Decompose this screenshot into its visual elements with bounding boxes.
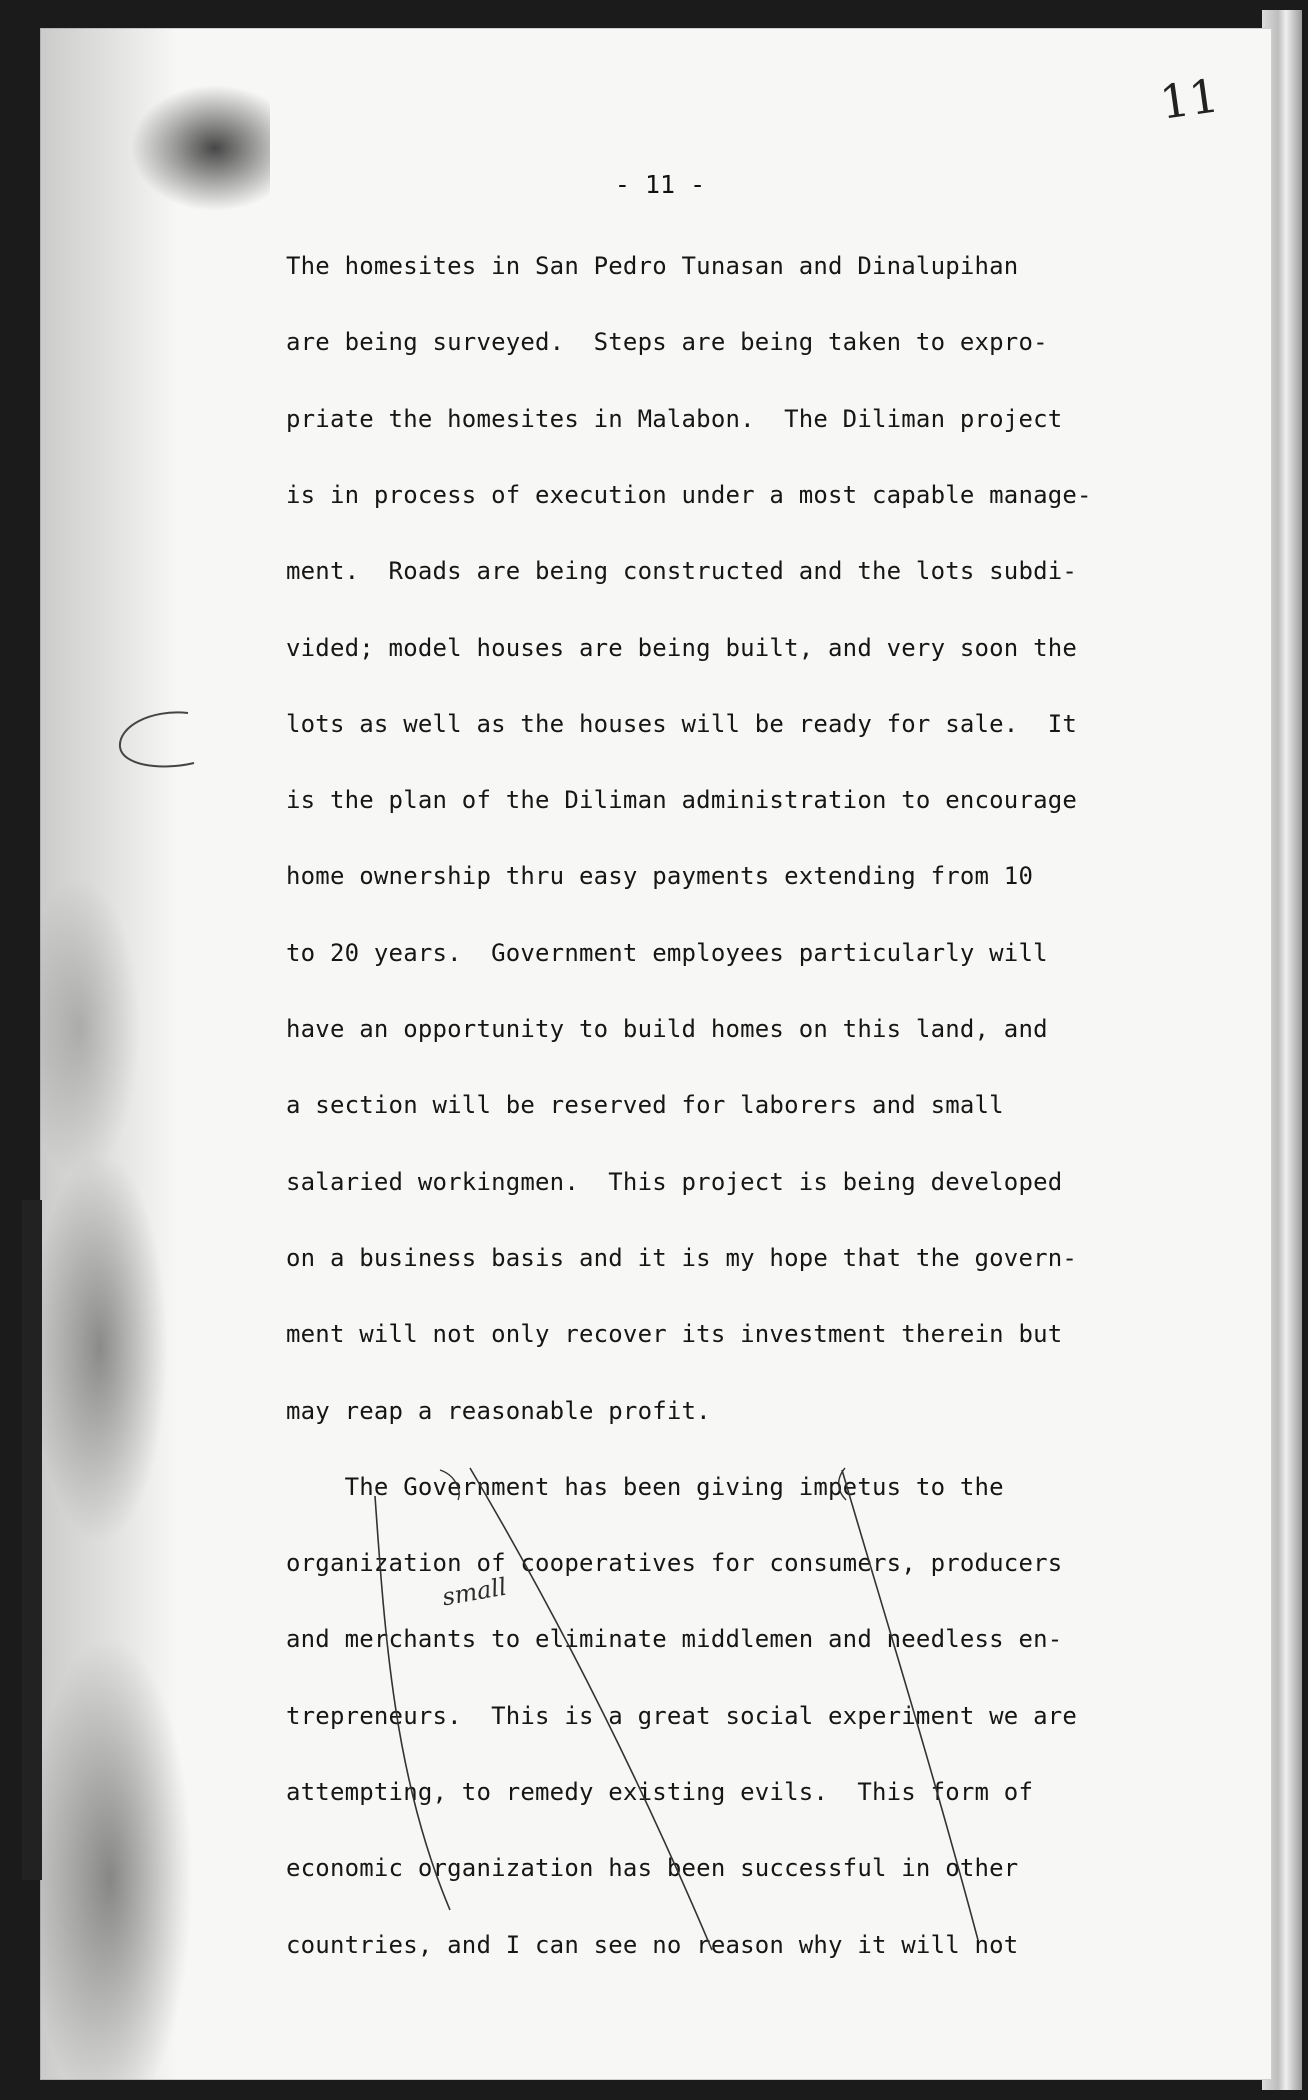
- text-line: vided; model houses are being built, and very soon the: [286, 633, 1078, 662]
- text-line: countries, and I can see no reason why it will not: [286, 1930, 1019, 1959]
- text-line: attempting, to remedy existing evils. This form of: [286, 1778, 1034, 1806]
- text-line: to 20 years. Government employees particularly will: [286, 938, 1048, 967]
- handwritten-insert: small: [440, 1572, 509, 1612]
- text-line: ment will not only recover its investment therein but: [286, 1320, 1063, 1349]
- text-line: is in process of execution under a most capable manage-: [286, 480, 1092, 509]
- text-line: and merchants to eliminate middlemen and needless en-: [286, 1625, 1063, 1654]
- text-line: trepreneurs. This is a great social experiment we are: [286, 1701, 1078, 1730]
- text-line: salaried workingmen. This project is being developed: [286, 1167, 1063, 1196]
- corner-page-mark: 11: [1156, 68, 1223, 130]
- text-line: on a business basis and it is my hope that the govern-: [286, 1243, 1078, 1272]
- text-line: ment. Roads are being constructed and the lots subdi-: [286, 557, 1078, 586]
- text-line: are being surveyed. Steps are being taken to expro-: [286, 328, 1048, 357]
- text-line: lots as well as the houses will be ready for sale. It: [286, 709, 1078, 738]
- text-line: a section will be reserved for laborers and small: [286, 1091, 1004, 1120]
- text-line: economic organization has been successful in other: [286, 1854, 1019, 1883]
- text-line: The Government has been giving impetus to the: [286, 1472, 1004, 1501]
- text-line: may reap a reasonable profit.: [286, 1396, 711, 1425]
- text-line: The homesites in San Pedro Tunasan and Dinalupihan: [286, 252, 1019, 280]
- text-line: is the plan of the Diliman administration to encourage: [286, 786, 1078, 815]
- page-number: - 11 -: [614, 170, 706, 199]
- text-line: priate the homesites in Malabon. The Diliman project: [286, 404, 1063, 433]
- text-line: organization of cooperatives for consumers, producers: [286, 1549, 1063, 1578]
- text-line: have an opportunity to build homes on this land, and: [286, 1015, 1048, 1043]
- text-line: home ownership thru easy payments extending from 10: [286, 862, 1034, 891]
